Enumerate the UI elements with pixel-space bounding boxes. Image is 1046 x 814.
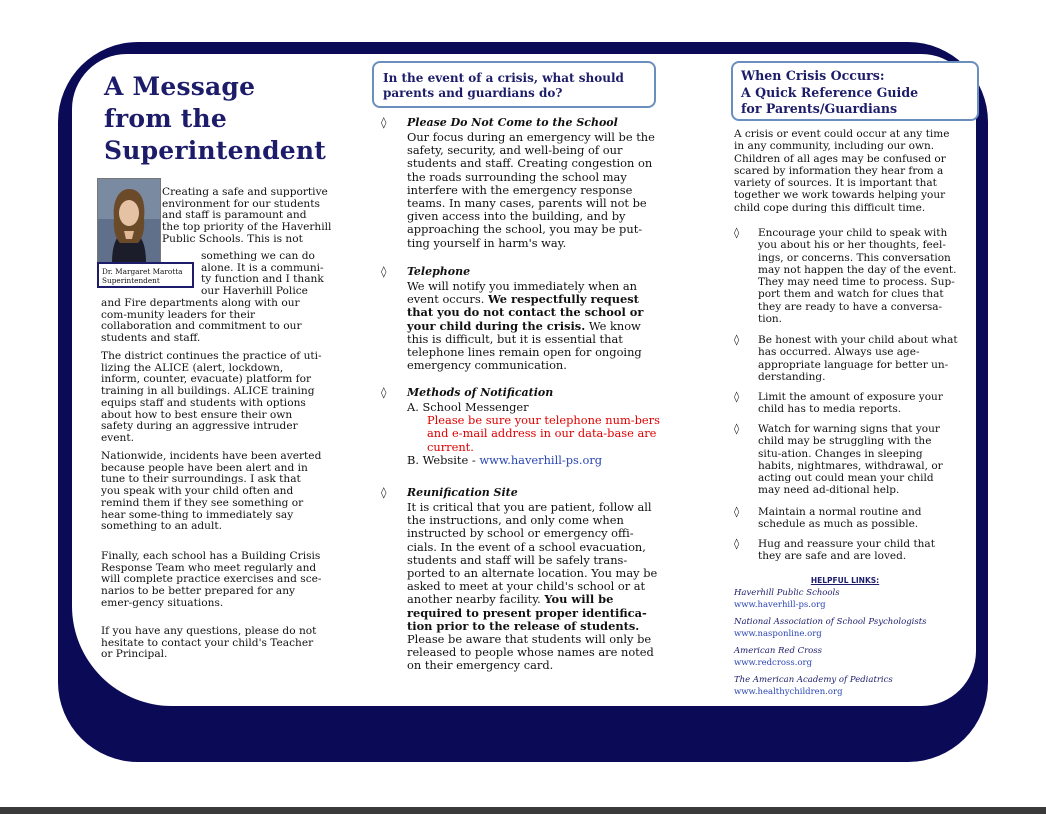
alice-paragraph: The district continues the practice of uti-lizing the ALICE (alert, lockdown, inform, counter, evacuate) platform for training in all buildings. ALICE training equips staff and students with options about how to best ensure their own safety during an aggressive intruder event. (101, 350, 322, 444)
photo-caption: Dr. Margaret Marotta Superintendent (97, 262, 194, 288)
questions-paragraph: If you have any questions, please do not hesitate to contact your child's Teacher or Principal. (101, 625, 317, 661)
helpful-link: National Association of School Psychologists www.nasponline.org (734, 617, 974, 640)
superintendent-title (104, 71, 326, 167)
item-text: It is critical that you are patient, follow all the instructions, and only come when instructed by school or emergency offi-cials. In the event of a school evacuation, students and staff will be safely trans-ported to an alternate location. You may be asked to meet at your child's school or at another nearby facility. You will be required to present proper identifica-tion prior to the release of students. Please be aware that students will only be released to people whose names are noted on their emergency card. (407, 500, 658, 673)
item-text: A. School Messenger Please be sure your telephone num-bers and e-mail address in our data-base are current. B. Website - www.haverhill-ps.org (407, 401, 662, 467)
item-text: We will notify you immediately when an event occurs. We respectfully request that you do not contact the school or your child during the crisis. We know this is difficult, but it is essential that telephone lines remain open for ongoing emergency communication. (407, 279, 644, 373)
superintendent-photo (97, 178, 161, 264)
diamond-bullet-icon: ◊ (381, 486, 387, 499)
helpful-link: American Red Cross www.redcross.org (734, 646, 974, 669)
link-url[interactable]: www.redcross.org (734, 657, 813, 668)
diamond-bullet-icon: ◊ (734, 423, 740, 435)
title-line: A Message (104, 72, 256, 101)
intro-paragraph-tail: and Fire departments along with our com-munity leaders for their collaboration and commitment to our students and staff. (101, 297, 302, 345)
title-line: Superintendent (104, 136, 327, 165)
crisis-heading-box: In the event of a crisis, what should parents and guardians do? (372, 61, 656, 108)
item-title: Reunification Site (407, 486, 518, 499)
title-line: from the (104, 104, 227, 133)
intro-wrap-mid: something we can do alone. It is a communi- ty function and I thank our Haverhill Police (201, 250, 324, 298)
viewer-bottom-bar (0, 807, 1046, 814)
crisis-intro-paragraph: A crisis or event could occur at any time in any community, including our own. Children of all ages may be confused or scared by information they hear from a variety of sources. It is important that together we work towards helping your child cope during this difficult time. (734, 128, 950, 214)
intro-wrap-narrow: Creating a safe and supportive environment for our students and staff is paramount and the top priority of the Haverhill Public Schools. This is not (162, 186, 332, 245)
quick-reference-heading-box: When Crisis Occurs: A Quick Reference Guide for Parents/Guardians (731, 61, 979, 121)
crisis-team-paragraph: Finally, each school has a Building Crisis Response Team who meet regularly and will complete practice exercises and sce-narios to be better prepared for any emer-gency situations. (101, 550, 322, 609)
diamond-bullet-icon: ◊ (734, 227, 740, 239)
link-url[interactable]: www.healthychildren.org (734, 686, 843, 697)
helpful-link: The American Academy of Pediatrics www.healthychildren.org (734, 675, 974, 698)
diamond-bullet-icon: ◊ (734, 391, 740, 403)
diamond-bullet-icon: ◊ (734, 334, 740, 346)
helpful-link: Haverhill Public Schools www.haverhill-ps.org (734, 588, 974, 611)
helpful-links-heading: HELPFUL LINKS: (810, 576, 880, 585)
item-text: Our focus during an emergency will be the safety, security, and well-being of our students and staff. Creating congestion on the roads surrounding the school may interfere with the emergency response teams. In many cases, parents will not be given access into the building, and by approaching the school, you may be put-ting yourself in harm's way. (407, 130, 655, 250)
diamond-bullet-icon: ◊ (381, 386, 387, 399)
item-title: Telephone (407, 265, 471, 278)
link-url[interactable]: www.nasponline.org (734, 628, 822, 639)
diamond-bullet-icon: ◊ (734, 506, 740, 518)
link-url[interactable]: www.haverhill-ps.org (734, 599, 826, 610)
nationwide-paragraph: Nationwide, incidents have been averted because people have been alert and in tune to their surroundings. I ask that you speak with your child often and remind them if they see something or hear some-thing to immediately say something to an adult. (101, 450, 322, 533)
update-contact-notice: Please be sure your telephone num-bers and e-mail address in our data-base are current. (427, 413, 660, 454)
diamond-bullet-icon: ◊ (734, 538, 740, 550)
website-link[interactable]: www.haverhill-ps.org (479, 452, 603, 467)
diamond-bullet-icon: ◊ (381, 116, 387, 129)
item-title: Methods of Notification (407, 386, 554, 399)
diamond-bullet-icon: ◊ (381, 265, 387, 278)
item-title: Please Do Not Come to the School (407, 116, 618, 129)
